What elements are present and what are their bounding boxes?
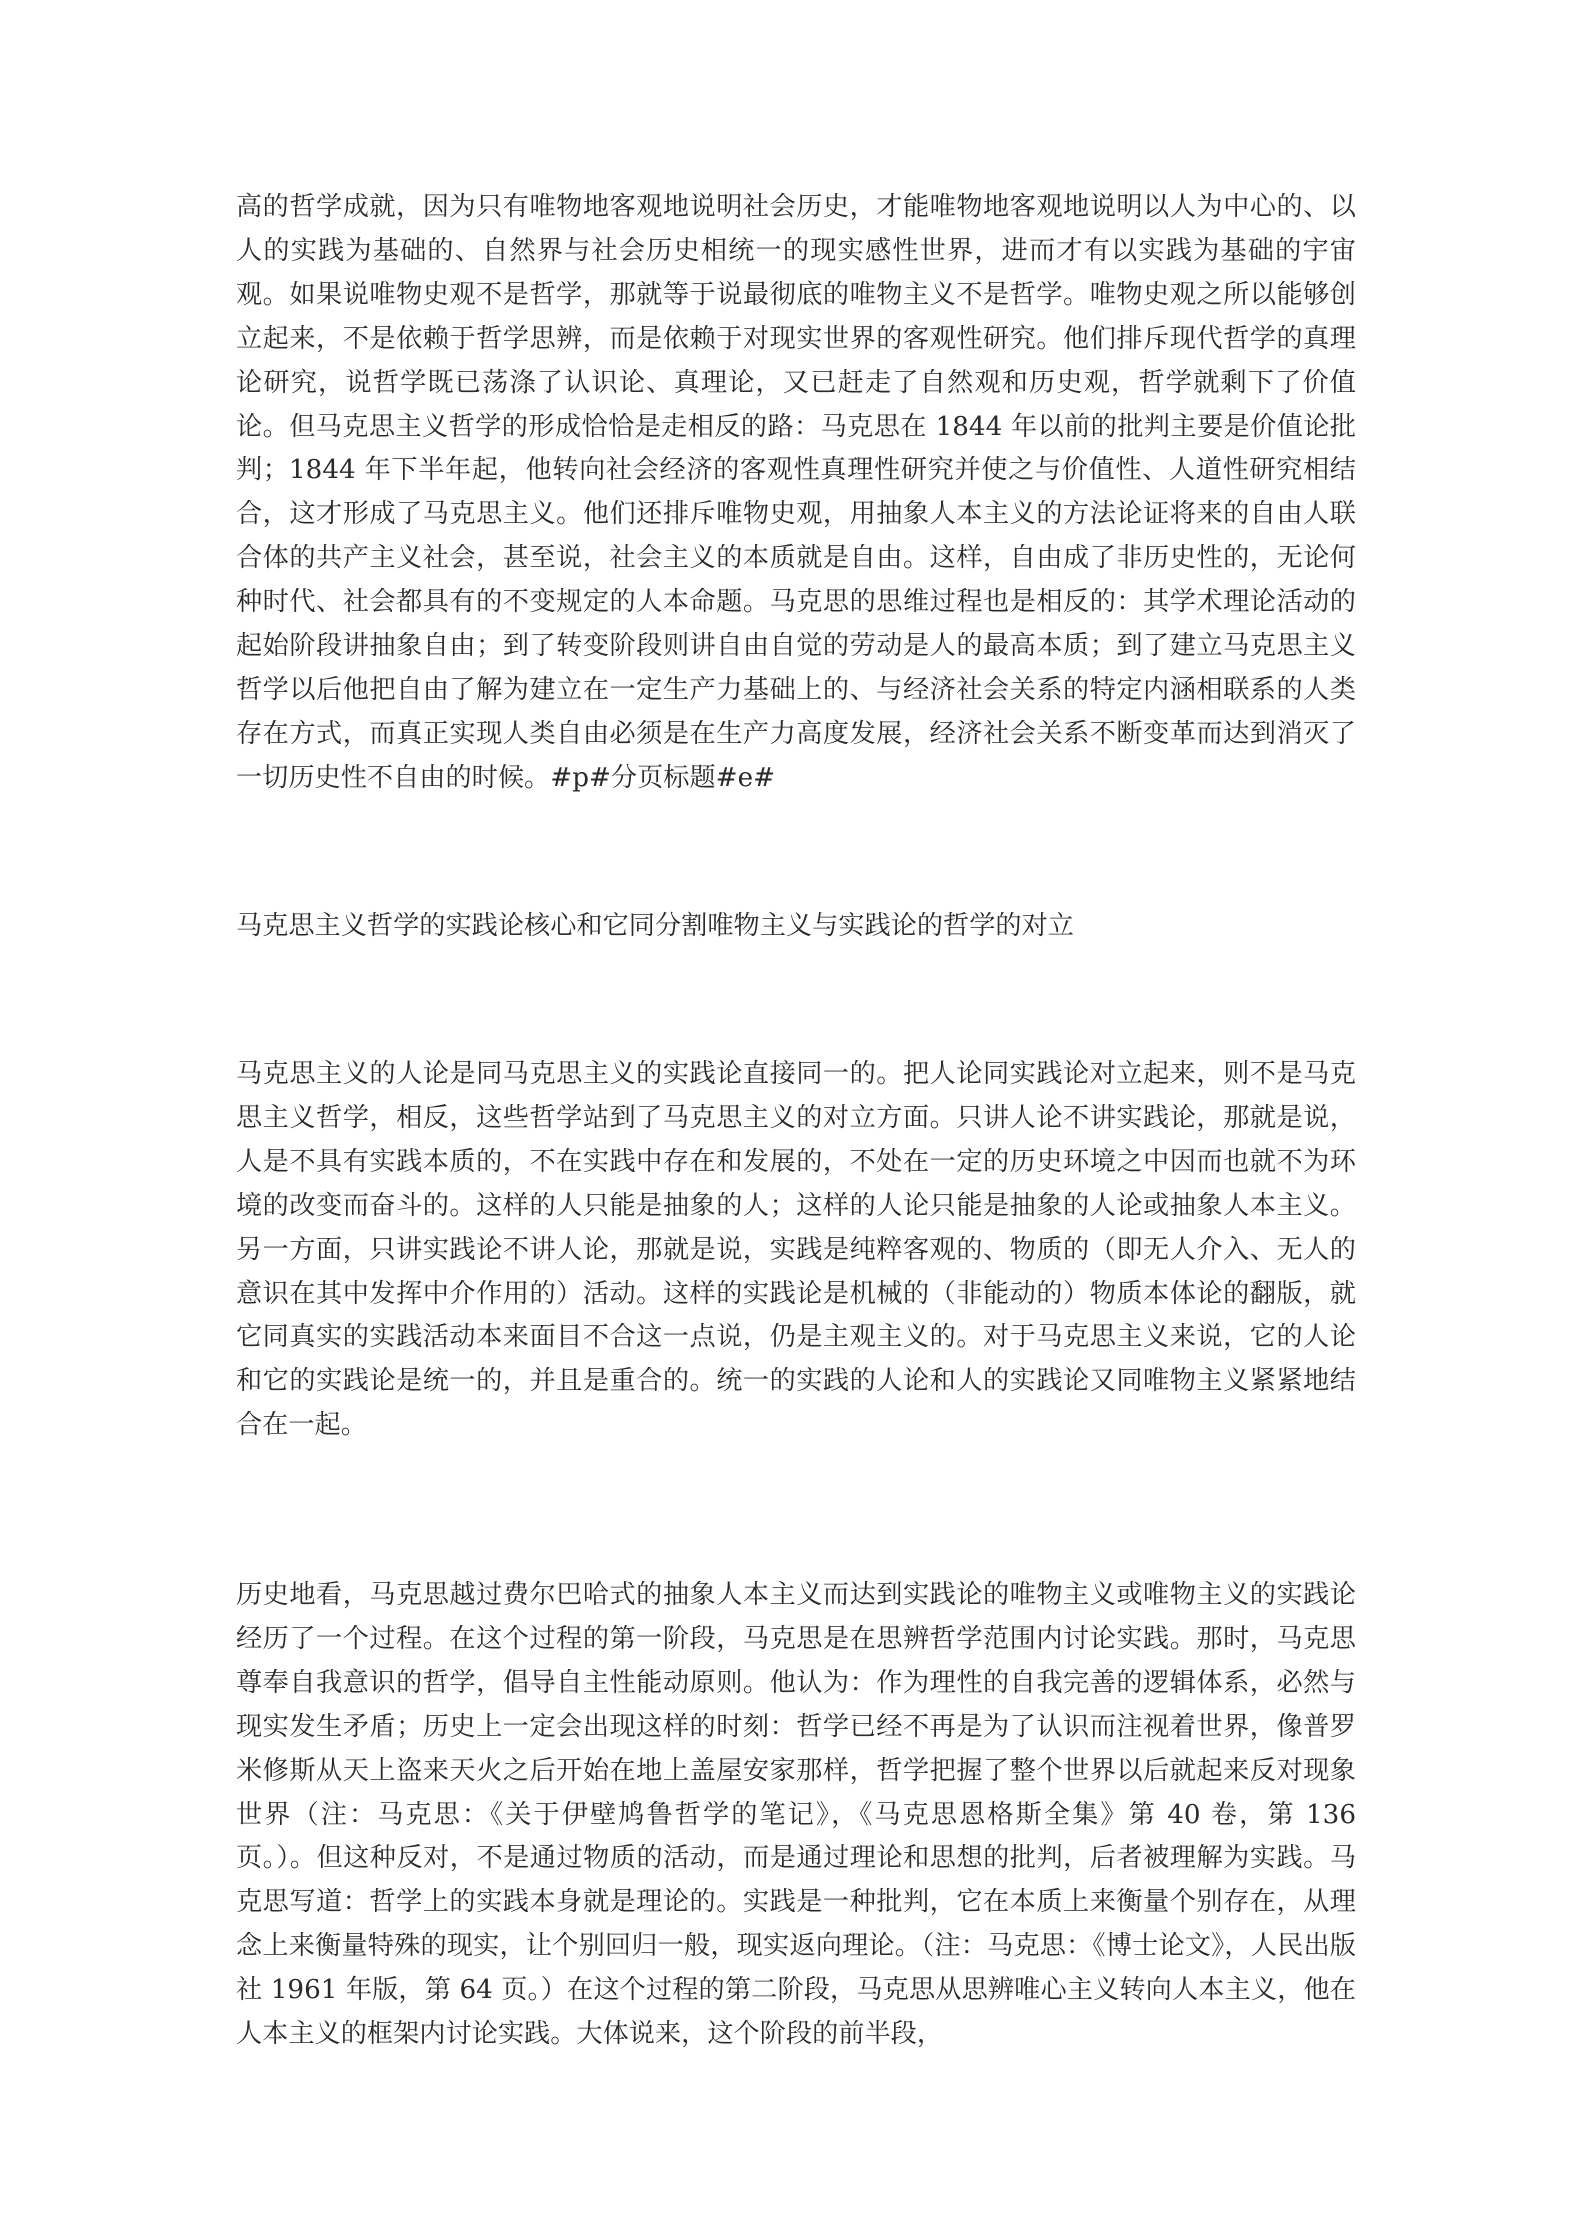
body-paragraph-3: 历史地看，马克思越过费尔巴哈式的抽象人本主义而达到实践论的唯物主义或唯物主义的实践论经历了一个过程。在这个过程的第一阶段，马克思是在思辨哲学范围内讨论实践。那时，马克思尊奉自我意识的哲学，倡导自主性能动原则。他认为：作为理性的自我完善的逻辑体系，必然与现实发生矛盾；历史上一定会出现这样的时刻：哲学已经不再是为了认识而注视着世界，像普罗米修斯从天上盗来天火之后开始在地上盖屋安家那样，哲学把握了整个世界以后就起来反对现象世界（注：马克思：《关于伊壁鸠鲁哲学的笔记》，《马克思恩格斯全集》第 40 卷，第 136 页。）。但这种反对，不是通过物质的活动，而是通过理论和思想的批判，后者被理解为实践。马克思写道：哲学上的实践本身就是理论的。实践是一种批判，它在本质上来衡量个别存在，从理念上来衡量特殊的现实，让个别回归一般，现实返向理论。（注：马克思：《博士论文》，人民出版社 1961 年版，第 64 页。）在这个过程的第二阶段，马克思从思辨唯心主义转向人本主义，他在人本主义的框架内讨论实践。大体说来，这个阶段的前半段， xyxy=(236,1580,1356,2050)
section-heading: 马克思主义哲学的实践论核心和它同分割唯物主义与实践论的哲学的对立 xyxy=(236,911,1074,941)
body-paragraph-1: 高的哲学成就，因为只有唯物地客观地说明社会历史，才能唯物地客观地说明以人为中心的、以人的实践为基础的、自然界与社会历史相统一的现实感性世界，进而才有以实践为基础的宇宙观。如果说唯物史观不是哲学，那就等于说最彻底的唯物主义不是哲学。唯物史观之所以能够创立起来，不是依赖于哲学思辨，而是依赖于对现实世界的客观性研究。他们排斥现代哲学的真理论研究，说哲学既已荡涤了认识论、真理论，又已赶走了自然观和历史观，哲学就剩下了价值论。但马克思主义哲学的形成恰恰是走相反的路：马克思在 1844 年以前的批判主要是价值论批判；1844 年下半年起，他转向社会经济的客观性真理性研究并使之与价值性、人道性研究相结合，这才形成了马克思主义。他们还排斥唯物史观，用抽象人本主义的方法论证将来的自由人联合体的共产主义社会，甚至说，社会主义的本质就是自由。这样，自由成了非历史性的，无论何种时代、社会都具有的不变规定的人本命题。马克思的思维过程也是相反的：其学术理论活动的起始阶段讲抽象自由；到了转变阶段则讲自由自觉的劳动是人的最高本质；到了建立马克思主义哲学以后他把自由了解为建立在一定生产力基础上的、与经济社会关系的特定内涵相联系的人类存在方式，而真正实现人类自由必须是在生产力高度发展，经济社会关系不断变革而达到消灭了一切历史性不自由的时候。#p#分页标题#e# xyxy=(236,192,1356,793)
body-paragraph-2: 马克思主义的人论是同马克思主义的实践论直接同一的。把人论同实践论对立起来，则不是马克思主义哲学，相反，这些哲学站到了马克思主义的对立方面。只讲人论不讲实践论，那就是说，人是不具有实践本质的，不在实践中存在和发展的，不处在一定的历史环境之中因而也就不为环境的改变而奋斗的。这样的人只能是抽象的人；这样的人论只能是抽象的人论或抽象人本主义。另一方面，只讲实践论不讲人论，那就是说，实践是纯粹客观的、物质的（即无人介入、无人的意识在其中发挥中介作用的）活动。这样的实践论是机械的（非能动的）物质本体论的翻版，就它同真实的实践活动本来面目不合这一点说，仍是主观主义的。对于马克思主义来说，它的人论和它的实践论是统一的，并且是重合的。统一的实践的人论和人的实践论又同唯物主义紧紧地结合在一起。 xyxy=(236,1059,1356,1441)
